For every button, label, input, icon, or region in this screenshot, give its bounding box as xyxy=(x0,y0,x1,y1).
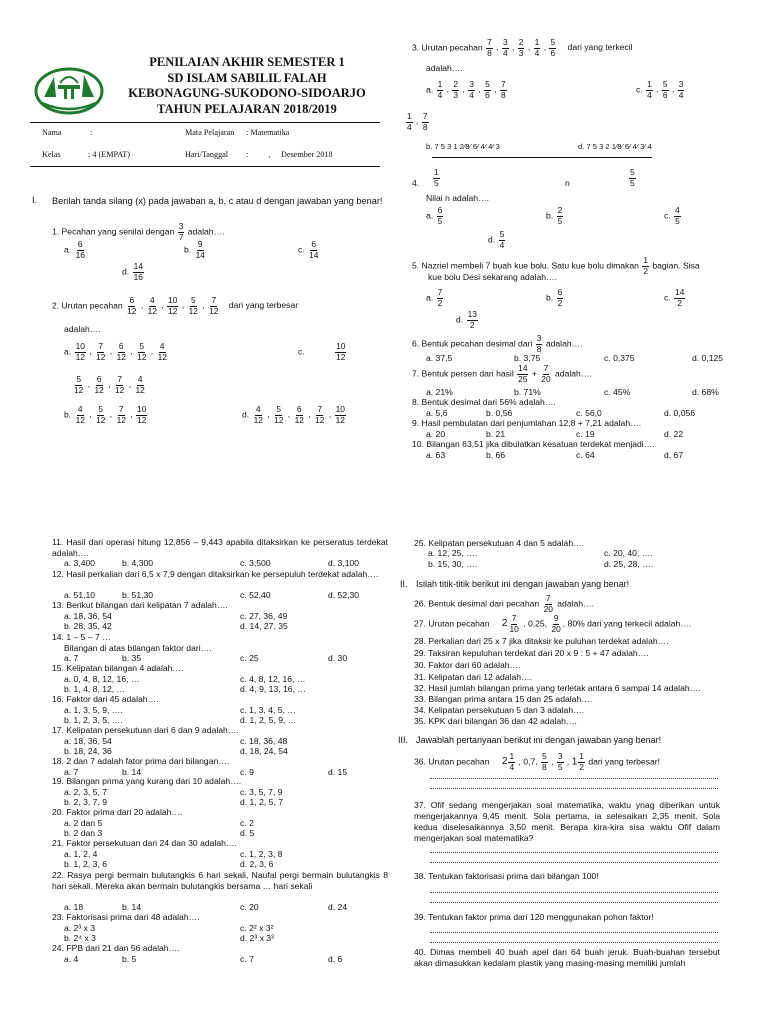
fraction: $\frac{5}{6}$ xyxy=(550,37,556,58)
q22-option-a[interactable]: a. 18 xyxy=(64,901,84,912)
fraction: $\frac{1}{4}$ xyxy=(407,111,412,132)
fraction: $\frac{5}{12}$ xyxy=(74,374,84,395)
q25-option-b[interactable]: b. 15, 30, …. xyxy=(428,559,478,569)
header-divider xyxy=(30,122,380,123)
q24-option-b[interactable]: b. 5 xyxy=(122,953,137,964)
q36-frac-1: $\frac{1}{4}$ xyxy=(509,751,515,772)
q11-option-c[interactable]: c. 3,500 xyxy=(240,558,271,568)
q2-option-a[interactable]: a. $\frac{10}{12}$ , $\frac{7}{12}$ , $\frac{6}{12}$ , $\frac{5}{12}$ , $\frac{4}{12}$ xyxy=(64,341,167,362)
q3 xyxy=(412,38,633,58)
header-line-3: KEBONAGUNG-SUKODONO-SIDOARJO xyxy=(128,86,366,100)
q3-option-c-continued: $\frac{1}{4}$ , $\frac{7}{8}$ xyxy=(407,111,428,132)
q8-option-c[interactable]: c. 56,0 xyxy=(576,408,602,418)
q14-text-2: Bilangan di atas bilangan faktor dari…. xyxy=(64,642,212,653)
q6-text: 6. Bentuk pecahan desimal dari xyxy=(412,338,533,349)
q27 xyxy=(414,614,691,634)
fraction: $\frac{6}{12}$ xyxy=(127,295,137,316)
q12-option-b[interactable]: b. 51,30 xyxy=(122,590,154,600)
q11-option-d[interactable]: d. 3,100 xyxy=(328,558,360,568)
fraction: $\frac{6}{12}$ xyxy=(94,374,104,395)
q7-option-a[interactable]: a. 21% xyxy=(426,387,453,397)
q7 xyxy=(412,364,592,384)
q11-text: 11. Hasil dari operasi hitung 12,856 – 9,443 apabila ditaksirkan ke perseratus terdekat adalah…. xyxy=(52,537,388,558)
q10-option-a[interactable]: a. 63 xyxy=(426,450,446,460)
q29-text: 29. Taksiran kepuluhan terdekat dari 20 x 9 : 5 + 47 adalah…. xyxy=(414,648,649,658)
fraction: $\frac{5}{12}$ xyxy=(137,341,147,362)
q18-option-b[interactable]: b. 14 xyxy=(122,766,142,777)
q39-answer-line-1[interactable] xyxy=(430,932,718,933)
q8-option-a[interactable]: a. 5,6 xyxy=(426,408,448,418)
q38-answer-line-1[interactable] xyxy=(430,892,718,893)
fraction: $\frac{2}{3}$ xyxy=(518,37,524,58)
q18-option-d[interactable]: d. 15 xyxy=(328,766,348,777)
q22-option-c[interactable]: c. 20 xyxy=(240,901,259,912)
hari-label: Hari/Tanggal xyxy=(185,150,229,159)
q7-frac-1: $\frac{14}{25}$ xyxy=(518,363,528,384)
q7-after: adalah…. xyxy=(555,368,592,379)
q23-text: 23. Faktorisasi prima dari 48 adalah…. xyxy=(52,912,200,922)
q2 xyxy=(52,296,298,316)
q15-option-a[interactable]: a. 0, 4, 8, 12, 16, … xyxy=(64,673,140,684)
q3-option-b-text: 7 5 3 1 2⁄8⁄ 6⁄ 4⁄ 4⁄ 3 xyxy=(434,142,500,151)
q2-option-c-continued: $\frac{5}{12}$ , $\frac{6}{12}$ , $\frac{7}{12}$ , $\frac{4}{12}$ xyxy=(74,374,145,395)
q4-option-a[interactable]: a. $\frac{6}{5}$ xyxy=(426,205,443,226)
nama-label: Nama xyxy=(42,128,62,137)
fraction: $\frac{2}{3}$ xyxy=(453,79,459,100)
q5-text: 5. Nazriel membeli 7 buah kue bolu. Satu kue bolu dimakan xyxy=(412,260,639,271)
header-line-1: PENILAIAN AKHIR SEMESTER 1 xyxy=(149,55,345,69)
q9-option-b[interactable]: b. 21 xyxy=(486,429,506,439)
q13-option-d[interactable]: d. 14, 27, 35 xyxy=(240,621,288,631)
q15-option-c[interactable]: c. 4, 8, 12, 16, … xyxy=(240,673,306,684)
q20-option-b[interactable]: b. 2 dan 3 xyxy=(64,828,103,838)
fraction: $\frac{7}{12}$ xyxy=(115,374,125,395)
q3-after: dari yang terkecil xyxy=(567,42,633,53)
q27-mid: , 0,25, xyxy=(523,618,548,629)
q2-text: 2. Urutan pecahan xyxy=(52,300,123,311)
q3-option-b[interactable]: b. 7 5 3 1 2⁄8⁄ 6⁄ 4⁄ 4⁄ 3 xyxy=(426,142,500,151)
q5-option-a[interactable]: a. $\frac{7}{2}$ xyxy=(426,287,443,308)
q1-option-d[interactable]: d. $\frac{14}{16}$ xyxy=(122,261,143,282)
q6-option-a[interactable]: a. 37,5 xyxy=(426,353,453,363)
q9-option-d[interactable]: d. 22 xyxy=(664,429,684,439)
q24-option-d[interactable]: d. 6 xyxy=(328,953,343,964)
fraction: $\frac{5}{6}$ xyxy=(662,79,668,100)
fraction: $\frac{7}{12}$ xyxy=(116,404,126,425)
header-line-2: SD ISLAM SABILIL FALAH xyxy=(167,70,327,85)
q10-text: 10. Bilangan 63,51 jika dibulatkan kesatuan terdekat menjadi…. xyxy=(412,439,655,449)
q4-right-frac: $\frac{5}{5}$ xyxy=(630,167,635,188)
q25-option-a[interactable]: a. 12, 25, …. xyxy=(428,548,478,558)
q8-option-d[interactable]: d. 0,056 xyxy=(664,408,696,418)
q32-text: 32. Hasil jumlah bilangan prima yang terletak antara 6 sampai 14 adalah…. xyxy=(414,683,701,693)
q3-adalah: adalah…. xyxy=(426,63,463,73)
q21-option-c[interactable]: c. 1, 2, 3, 8 xyxy=(240,848,283,859)
q25-option-d[interactable]: d. 25, 28, …. xyxy=(604,559,654,569)
q14-text: 14. 1 – 5 – 7 … xyxy=(52,632,111,642)
q9-text: 9. Hasil pembulatan dari penjumlahan 12,8 + 7,21 adalah…. xyxy=(412,418,642,428)
q30-text: 30. Faktor dari 60 adalah…. xyxy=(414,660,521,670)
q37-answer-line-1[interactable] xyxy=(430,852,718,853)
q16-text: 16. Faktor dari 45 adalah…. xyxy=(52,694,159,704)
fraction: $\frac{4}{12}$ xyxy=(75,404,85,425)
fraction: $\frac{10}{12}$ xyxy=(75,341,85,362)
section3-roman: III. xyxy=(398,735,409,745)
q18-text: 18. 2 dan 7 adalah fator prima dari bilangan…. xyxy=(52,756,230,766)
q13-option-b[interactable]: b. 28, 35, 42 xyxy=(64,621,112,631)
q22-text: 22. Rasya pergi bermain bulutangkis 6 hari sekali, Naufal pergi bermain bulutangkis 8 hari sekali. Mereka akan bermain bulutangkis bersama … hari sekali xyxy=(52,870,388,891)
q1-option-c[interactable]: c. $\frac{6}{14}$ xyxy=(298,239,319,260)
q36-whole-1: 2 xyxy=(501,756,508,768)
q36-frac-4: $\frac{1}{2}$ xyxy=(579,751,584,772)
q24-text: 24. FPB dari 21 dan 56 adalah…. xyxy=(52,943,180,953)
q7-option-b[interactable]: b. 71% xyxy=(514,387,541,397)
q15-option-b[interactable]: b. 1, 4, 8, 12, … xyxy=(64,684,126,694)
section3-instruction: Jawablah pertanyaan berikut ini dengan jawaban yang benar! xyxy=(416,735,662,745)
q26-text: 26. Bentuk desimal dari pecahan xyxy=(414,598,540,609)
q1-option-b[interactable]: b. $\frac{9}{14}$ xyxy=(184,239,205,260)
q36-text: 36. Urutan pecahan xyxy=(414,756,490,767)
identity-divider xyxy=(30,166,380,167)
q35-text: 35. KPK dari bilangan 36 dan 42 adalah…. xyxy=(414,716,577,726)
q27-text: 27. Urutan pecahan xyxy=(414,618,490,629)
q13-text: 13. Berikut bilangan dari kelipatan 7 adalah…. xyxy=(52,600,228,610)
q14-option-b[interactable]: b. 35 xyxy=(122,653,142,663)
fraction: $\frac{7}{12}$ xyxy=(209,295,219,316)
q16-option-d[interactable]: d. 1, 2, 5, 9, … xyxy=(240,715,297,725)
fraction: $\frac{4}{12}$ xyxy=(157,341,167,362)
kelas-value: : 4 (EMPAT) xyxy=(88,150,131,159)
q20-text: 20. Faktor prima dari 20 adalah…. xyxy=(52,807,183,817)
q3-option-a[interactable]: a. $\frac{1}{4}$ , $\frac{2}{3}$ , $\frac{3}{4}$ , $\frac{5}{6}$ , $\frac{7}{8}$ xyxy=(426,79,506,100)
q17-option-a[interactable]: a. 18, 36, 54 xyxy=(64,735,112,746)
q22-option-b[interactable]: b. 14 xyxy=(122,901,142,912)
fraction: $\frac{7}{8}$ xyxy=(500,79,506,100)
q5-frac: $\frac{1}{2}$ xyxy=(643,255,648,276)
q21-option-d[interactable]: d. 2, 3, 6 xyxy=(240,859,274,869)
q34-text: 34. Kelipatan persekutuan 5 dan 3 adalah…. xyxy=(414,705,585,715)
fraction: $\frac{5}{12}$ xyxy=(274,404,284,425)
fraction: $\frac{1}{4}$ xyxy=(437,79,443,100)
q5-option-c[interactable]: c. $\frac{14}{2}$ xyxy=(664,287,685,308)
q4-n-label: n xyxy=(565,178,570,188)
q17-text: 17. Kelipatan persekutuan dari 6 dan 9 adalah…. xyxy=(52,725,239,735)
q14-option-a[interactable]: a. 7 xyxy=(64,653,79,663)
q19-option-c[interactable]: c. 3, 5, 7, 9 xyxy=(240,786,283,797)
q3-option-d[interactable]: d. 7 5 3 2 1⁄8⁄ 6⁄ 4⁄ 3⁄ 4 xyxy=(578,142,652,151)
q36-answer-line-1[interactable] xyxy=(430,778,718,779)
fraction: $\frac{3}{4}$ xyxy=(502,37,508,58)
fraction: $\frac{4}{12}$ xyxy=(135,374,145,395)
fraction: $\frac{5}{6}$ xyxy=(485,79,490,100)
q33-text: 33. Bilangan prima antara 15 dan 25 adalah…. xyxy=(414,694,593,704)
q10-option-d[interactable]: d. 67 xyxy=(664,450,684,460)
q19-option-b[interactable]: b. 2, 3, 7, 9 xyxy=(64,797,107,807)
hari-value: : , Desember 2018 xyxy=(246,150,333,159)
fraction: $\frac{1}{4}$ xyxy=(647,79,652,100)
fraction: $\frac{10}{12}$ xyxy=(335,404,345,425)
q2-option-d[interactable]: d. $\frac{4}{12}$ , $\frac{5}{12}$ , $\frac{6}{12}$ , $\frac{7}{12}$ , $\frac{10}{12}$ xyxy=(242,404,345,425)
mapel-label: Mata Pelajaran xyxy=(185,128,235,137)
q17-option-d[interactable]: d. 18, 24, 54 xyxy=(240,746,288,756)
fraction: $\frac{4}{12}$ xyxy=(147,295,157,316)
q10-option-c[interactable]: c. 64 xyxy=(576,450,595,460)
q19-option-d[interactable]: d. 1, 2, 5, 7 xyxy=(240,797,283,807)
q27-frac-1: $\frac{7}{10}$ xyxy=(509,613,519,634)
q4-option-d[interactable]: d. $\frac{5}{4}$ xyxy=(488,229,505,250)
q27-frac-2: $\frac{9}{20}$ xyxy=(551,613,561,634)
q28-text: 28. Perkalian dari 25 x 7 jika ditaksir ke puluhan terdekat adalah…. xyxy=(414,636,669,646)
q9-option-a[interactable]: a. 20 xyxy=(426,429,446,439)
q2-option-c[interactable]: c. $\frac{10}{12}$ xyxy=(298,341,346,362)
mapel-value: : Matematika xyxy=(246,128,290,137)
q6-option-b[interactable]: b. 3,75 xyxy=(514,353,541,363)
q20-option-a[interactable]: a. 2 dan 5 xyxy=(64,817,103,828)
header-line-4: TAHUN PELAJARAN 2018/2019 xyxy=(157,101,337,116)
q38-text: 38. Tentukan faktorisasi prima dari bilangan 100! xyxy=(414,871,599,881)
q5-option-b[interactable]: b. $\frac{6}{2}$ xyxy=(546,287,563,308)
fraction: $\frac{1}{4}$ xyxy=(534,37,540,58)
q3-text: 3. Urutan pecahan xyxy=(412,42,483,53)
q20-option-c[interactable]: c. 2 xyxy=(240,817,254,828)
q38-answer-line-2[interactable] xyxy=(430,902,718,903)
q27-whole: 2 xyxy=(501,618,508,630)
school-logo xyxy=(34,63,104,117)
q13-option-c[interactable]: c. 27, 36, 49 xyxy=(240,610,288,621)
q36: 36. Urutan pecahan 2 $\frac{1}{4}$ , 0,7, $\frac{5}{8}$ , $\frac{3}{5}$ , 1 $\frac{1}{2}$ dari yang terbesar! xyxy=(414,751,660,772)
q26-after: adalah…. xyxy=(557,598,595,609)
nama-colon: : xyxy=(90,128,93,137)
q2-fracs: $\frac{6}{12}$ , $\frac{4}{12}$ , $\frac{10}{12}$ , $\frac{5}{12}$ , $\frac{7}{12}$ xyxy=(127,295,219,316)
q6-option-d[interactable]: d. 0,125 xyxy=(692,353,724,363)
q24-option-a[interactable]: a. 4 xyxy=(64,953,79,964)
q3-fracs: $\frac{7}{8}$ , $\frac{3}{4}$ , $\frac{2}{3}$ , $\frac{1}{4}$ , $\frac{5}{6}$ xyxy=(487,37,556,58)
q13-option-a[interactable]: a. 18, 36, 54 xyxy=(64,610,112,621)
fraction: $\frac{5}{12}$ xyxy=(96,404,106,425)
fraction: $\frac{7}{12}$ xyxy=(96,341,106,362)
fraction: $\frac{7}{8}$ xyxy=(487,37,492,58)
fraction: $\frac{4}{12}$ xyxy=(253,404,263,425)
fraction: $\frac{10}{12}$ xyxy=(137,404,147,425)
q17-option-c[interactable]: c. 18, 36, 48 xyxy=(240,735,288,746)
q7-frac-2: $\frac{7}{20}$ xyxy=(541,363,551,384)
q23-option-c[interactable]: c. 2² x 3² xyxy=(240,922,274,933)
q26 xyxy=(414,594,594,614)
q36-frac-3: $\frac{3}{5}$ xyxy=(557,751,563,772)
q4-left-frac: $\frac{1}{5}$ xyxy=(434,167,439,188)
q37-answer-line-2[interactable] xyxy=(430,862,718,863)
fraction: $\frac{6}{12}$ xyxy=(116,341,126,362)
section2-roman: II. xyxy=(400,579,408,589)
q11-option-b[interactable]: b. 4,300 xyxy=(122,558,154,568)
q4-option-b[interactable]: b. $\frac{2}{5}$ xyxy=(546,205,563,226)
q2-after: dari yang terbesar xyxy=(228,300,299,311)
q2-adalah: adalah…. xyxy=(64,324,101,334)
q4-number-line xyxy=(432,157,652,158)
q36-after: dari yang terbesar! xyxy=(588,756,660,767)
q36-mid: , 0,7, xyxy=(518,756,538,767)
q15-option-d[interactable]: d. 4, 9, 13, 16, … xyxy=(240,684,306,694)
q21-option-b[interactable]: b. 1, 2, 3, 6 xyxy=(64,859,107,869)
q12-text: 12. Hasil perkalian dari 6,5 x 7,9 dengan ditaksirkan ke persepuluh terdekat adalah…. xyxy=(52,569,379,579)
q10-option-b[interactable]: b. 66 xyxy=(486,450,506,460)
q1-frac: $\frac{3}{7}$ xyxy=(178,221,184,242)
q26-frac: $\frac{7}{20}$ xyxy=(543,593,553,614)
fraction: $\frac{7}{12}$ xyxy=(315,404,325,425)
q2-option-b[interactable]: b. $\frac{4}{12}$ , $\frac{5}{12}$ , $\frac{7}{12}$ , $\frac{10}{12}$ xyxy=(64,404,147,425)
q8-text: 8. Bentuk desimal dari 56% adalah…. xyxy=(412,397,556,407)
q3-option-c[interactable]: c. $\frac{1}{4}$ , $\frac{5}{6}$ , $\frac{3}{4}$ xyxy=(636,79,684,100)
q17-option-b[interactable]: b. 18, 24, 36 xyxy=(64,746,112,756)
q22-option-d[interactable]: d. 24 xyxy=(328,901,348,912)
fraction: $\frac{6}{12}$ xyxy=(294,404,304,425)
q37-text: 37. Ofif sedang mengerjakan soal matematika, waktu ynag diberikan untuk mengerjakannya 9,45 menit. Sola pertama, ia selesaikan 2,35 menit. Sola kedua diselesaikannya 3,50 menit. Berapa kira-kira sisa waktu Ofif dalam mengerjakan soal matematika? xyxy=(414,800,720,843)
q18-option-a[interactable]: a. 7 xyxy=(64,766,79,777)
q11-option-a[interactable]: a. 3,400 xyxy=(64,558,96,568)
q14-option-c[interactable]: c. 25 xyxy=(240,653,259,663)
q39-answer-line-2[interactable] xyxy=(430,942,718,943)
q21-text: 21. Faktor persekutuan dari 24 dan 30 adalah…. xyxy=(52,838,237,848)
q6-after: adalah…. xyxy=(545,338,583,349)
q5-after: bagian. Sisa xyxy=(652,260,700,271)
q23-option-b[interactable]: b. 2⁴ x 3 xyxy=(64,933,96,943)
q14-option-d[interactable]: d. 30 xyxy=(328,653,348,663)
q19-text: 19. Bilangan prima yang kurang dari 10 adalah…. xyxy=(52,776,242,786)
q36-answer-line-2[interactable] xyxy=(430,788,718,789)
q12-option-d[interactable]: d. 52,30 xyxy=(328,590,360,600)
q7-option-d[interactable]: d. 68% xyxy=(692,387,719,397)
q1-after: adalah…. xyxy=(187,226,225,237)
q36-frac-2: $\frac{5}{8}$ xyxy=(542,751,547,772)
q1-text: 1. Pecahan yang senilai dengan xyxy=(52,226,175,237)
q21-option-a[interactable]: a. 1, 2, 4 xyxy=(64,848,98,859)
q9-option-c[interactable]: c. 19 xyxy=(576,429,595,439)
fraction: $\frac{7}{8}$ xyxy=(422,111,428,132)
section2-instruction: Isilah titik-titik berikut ini dengan jawaban yang benar! xyxy=(416,579,630,589)
q3-option-d-text: 7 5 3 2 1⁄8⁄ 6⁄ 4⁄ 3⁄ 4 xyxy=(586,142,652,151)
q20-option-d[interactable]: d. 5 xyxy=(240,828,255,838)
kelas-label: Kelas xyxy=(42,150,61,159)
q16-option-a[interactable]: a. 1, 3, 5, 9, …. xyxy=(64,704,123,715)
q25-text: 25. Kelipatan persekutuan 4 dan 5 adalah…. xyxy=(414,538,585,548)
section1-instruction: Berilah tanda silang (x) pada jawaban a, b, c atau d dengan jawaban yang benar! xyxy=(52,196,383,206)
q16-option-b[interactable]: b. 1, 2, 3, 5, …. xyxy=(64,715,123,725)
q39-text: 39. Tentukan faktor prima dari 120 menggunakan pohon faktor! xyxy=(414,912,654,922)
q23-option-d[interactable]: d. 2³ x 3³ xyxy=(240,933,274,943)
q15-text: 15. Kelipatan bilangan 4 adalah…. xyxy=(52,663,184,673)
q25-option-c[interactable]: c. 20, 40, …. xyxy=(604,548,653,558)
q36-whole-2: 1 xyxy=(571,756,578,768)
fraction: $\frac{5}{12}$ xyxy=(188,295,198,316)
q23-option-a[interactable]: a. 2³ x 3 xyxy=(64,922,96,933)
fraction: $\frac{3}{4}$ xyxy=(678,79,684,100)
q6 xyxy=(412,334,583,354)
q6-frac: $\frac{3}{8}$ xyxy=(536,333,542,354)
q7-option-c[interactable]: c. 45% xyxy=(604,387,631,397)
q31-text: 31. Kelipatan dari 12 adalah…. xyxy=(414,672,533,682)
q7-text: 7. Bentuk persen dari hasil xyxy=(412,368,514,379)
q27-after: , 80% dari yang terkecil adalah…. xyxy=(562,618,692,629)
q4-number: 4. xyxy=(412,178,420,188)
q24-option-c[interactable]: c. 7 xyxy=(240,953,254,964)
q18-option-c[interactable]: c. 9 xyxy=(240,766,254,777)
q4-option-c[interactable]: c. $\frac{4}{5}$ xyxy=(664,205,680,226)
q19-option-a[interactable]: a. 2, 3, 5, 7 xyxy=(64,786,107,797)
q5-line2: kue bolu Desi sekarang adalah…. xyxy=(428,272,557,282)
fraction: $\frac{10}{12}$ xyxy=(168,295,178,316)
q8-option-b[interactable]: b. 0,56 xyxy=(486,408,513,418)
fraction: $\frac{3}{4}$ xyxy=(469,79,474,100)
q4-text: Nilai n adalah…. xyxy=(426,193,490,203)
q12-option-a[interactable]: a. 51,10 xyxy=(64,590,96,600)
q7-plus: + xyxy=(531,368,537,379)
q12-option-c[interactable]: c. 52,40 xyxy=(240,590,271,600)
q6-option-c[interactable]: c. 0,375 xyxy=(604,353,635,363)
q16-option-c[interactable]: c. 1, 3, 4, 5, … xyxy=(240,704,296,715)
header-title xyxy=(112,55,382,117)
q1-option-a[interactable]: a. $\frac{6}{16}$ xyxy=(64,239,85,260)
section1-roman: I. xyxy=(32,195,38,205)
q40-text: 40. Dimas membeli 40 buah apel dan 64 buah jeruk. Buah-buahan tersebut akan dimasukkan kedalam plastik yang masing-masing memiliki jumlah xyxy=(414,947,720,968)
q5-option-d[interactable]: d. $\frac{13}{2}$ xyxy=(456,309,477,330)
